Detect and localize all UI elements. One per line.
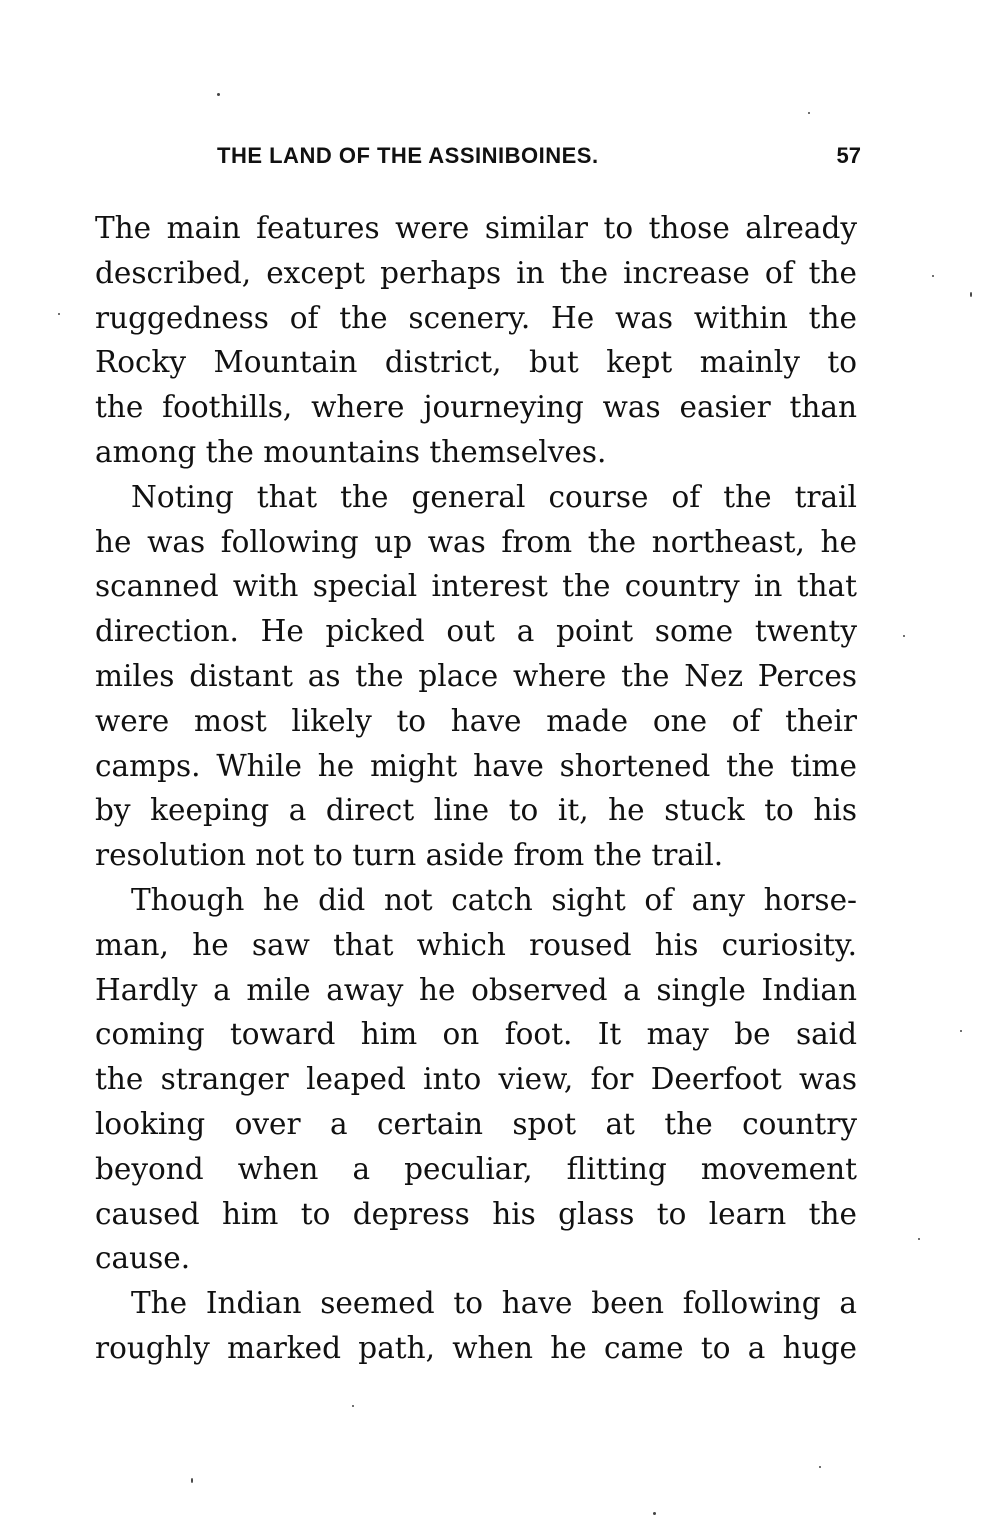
text-line: The Indian seemed to have been following a <box>131 1286 857 1321</box>
text-line: The main features were similar to those already <box>95 211 857 245</box>
text-line: beyond when a peculiar, flitting movement <box>95 1151 857 1186</box>
print-speck <box>653 1512 656 1515</box>
text-line: Rocky Mountain district, but kept mainly to <box>95 345 857 380</box>
text-line: cause. <box>95 1241 191 1276</box>
text-line: described, except perhaps in the increase of the <box>95 255 857 290</box>
text-line: direction. He picked out a point some twenty <box>95 614 857 649</box>
text-line: caused him to depress his glass to learn the <box>95 1196 857 1231</box>
text-line: coming toward him on foot. It may be said <box>95 1017 857 1052</box>
text-line: the stranger leaped into view, for Deerfoot was <box>95 1062 857 1097</box>
text-line: the foothills, where journeying was easier than <box>95 390 857 425</box>
print-speck <box>191 1478 193 1483</box>
print-speck <box>918 1238 920 1240</box>
print-speck <box>352 1405 354 1407</box>
text-line: miles distant as the place where the Nez Perces <box>95 658 857 693</box>
text-line: ruggedness of the scenery. He was within the <box>95 300 857 335</box>
text-line: camps. While he might have shortened the time <box>95 748 857 783</box>
page-header <box>95 143 863 179</box>
body-text <box>95 206 857 1371</box>
text-line: man, he saw that which roused his curiosity. <box>95 927 857 962</box>
print-speck <box>970 292 972 297</box>
text-line: by keeping a direct line to it, he stuck to his <box>95 793 857 828</box>
text-line: resolution not to turn aside from the trail. <box>95 838 724 873</box>
text-line: scanned with special interest the country in that <box>95 569 857 604</box>
print-speck <box>808 112 810 114</box>
print-speck <box>903 635 905 637</box>
text-line: among the mountains themselves. <box>95 434 607 469</box>
print-speck <box>819 1466 821 1468</box>
text-line: Noting that the general course of the trail <box>131 479 857 514</box>
print-speck <box>58 313 60 315</box>
print-speck <box>217 93 220 96</box>
page-number: 57 <box>836 143 861 168</box>
print-speck <box>932 275 934 277</box>
text-line: were most likely to have made one of their <box>95 703 857 738</box>
text-line: roughly marked path, when he came to a huge <box>95 1330 857 1365</box>
text-line: looking over a certain spot at the country <box>95 1106 857 1141</box>
print-speck <box>960 1030 962 1032</box>
text-line: he was following up was from the northeast, he <box>95 524 857 559</box>
text-line: Though he did not catch sight of any horse- <box>131 882 857 917</box>
running-head: THE LAND OF THE ASSINIBOINES. <box>217 143 599 168</box>
text-line: Hardly a mile away he observed a single Indian <box>95 972 857 1007</box>
